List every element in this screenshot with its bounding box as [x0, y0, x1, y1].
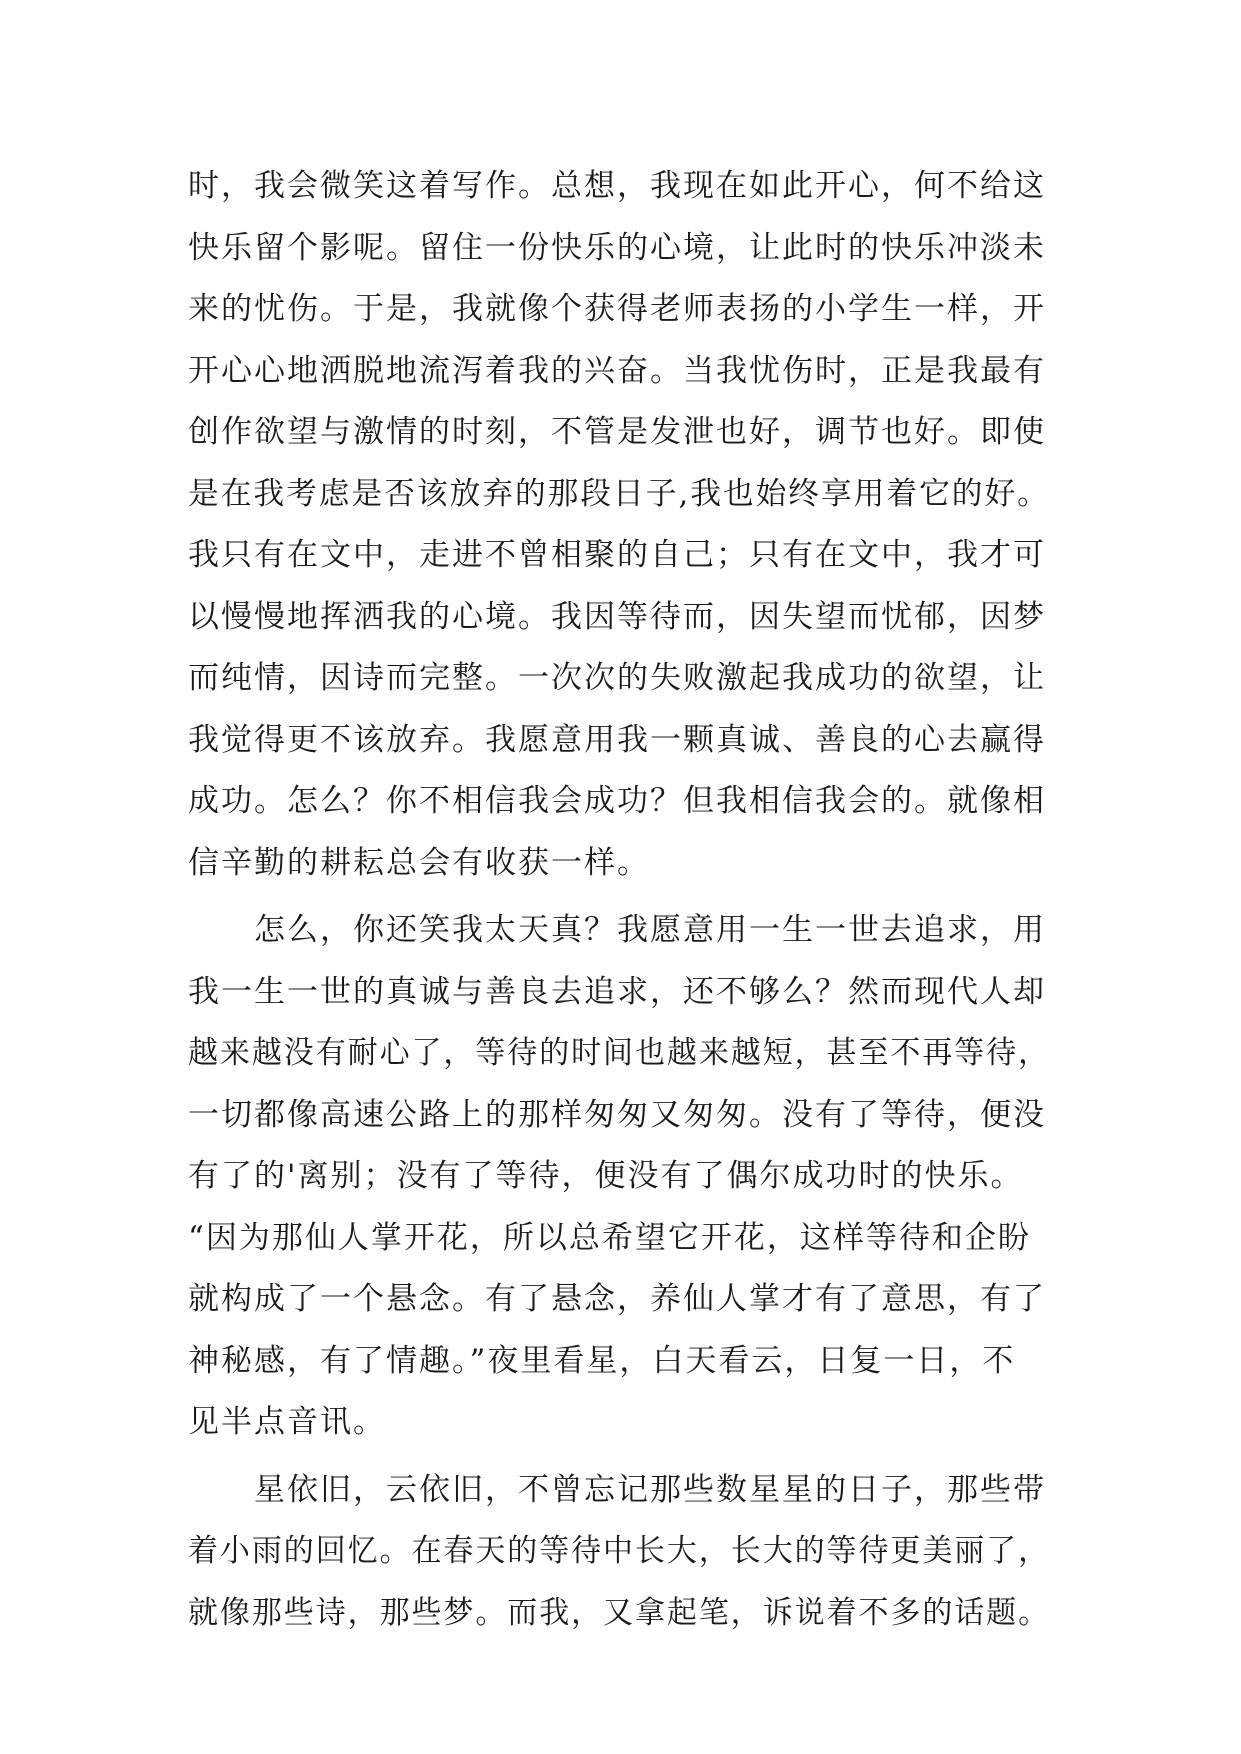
text-line: 时，我会微笑这着写作。总想，我现在如此开心，何不给这 [188, 168, 1046, 204]
text-line: 我一生一世的真诚与善良去追求，还不够么？然而现代人却 [188, 973, 1046, 1010]
text-line: 见半点音讯。 [188, 1404, 386, 1440]
text-line: 信辛勤的耕耘总会有收获一样。 [188, 844, 650, 881]
text-line: 来的忧伤。于是，我就像个获得老师表扬的小学生一样，开 [188, 291, 1046, 327]
text-line: 是在我考虑是否该放弃的那段日子,我也始终享用着它的好。 [188, 475, 1050, 512]
text-line: 有了的'离别；没有了等待，便没有了偶尔成功时的快乐。 [188, 1158, 1024, 1194]
text-line: 以慢慢地挥洒我的心境。我因等待而，因失望而忧郁，因梦 [188, 598, 1046, 635]
paragraph-3 [188, 1460, 1050, 1645]
text-line: 创作欲望与激情的时刻，不管是发泄也好，调节也好。即使 [188, 414, 1046, 450]
text-line: 怎么，你还笑我太天真？我愿意用一生一世去追求，用 [254, 912, 1046, 948]
document-body [188, 156, 1050, 1650]
text-line: “因为那仙人掌开花，所以总希望它开花，这样等待和企盼 [188, 1219, 1031, 1256]
text-line: 着小雨的回忆。在春天的等待中长大，长大的等待更美丽了， [188, 1533, 1051, 1569]
text-line: 快乐留个影呢。留住一份快乐的心境，让此时的快乐冲淡未 [188, 229, 1046, 266]
paragraph-2 [188, 900, 1050, 1454]
text-line: 开心心地洒脱地流泻着我的兴奋。当我忧伤时，正是我最有 [188, 352, 1046, 389]
text-line: 一切都像高速公路上的那样匆匆又匆匆。没有了等待，便没 [188, 1096, 1046, 1133]
text-line: 我觉得更不该放弃。我愿意用我一颗真诚、善良的心去赢得 [188, 721, 1046, 758]
text-line: 星依旧，云依旧，不曾忘记那些数星星的日子，那些带 [254, 1471, 1046, 1508]
text-line: 而纯情，因诗而完整。一次次的失败激起我成功的欲望，让 [188, 660, 1046, 696]
text-line: 越来越没有耐心了，等待的时间也越来越短，甚至不再等待， [188, 1035, 1051, 1071]
text-line: 就构成了一个悬念。有了悬念，养仙人掌才有了意思，有了 [188, 1281, 1046, 1317]
text-line: 我只有在文中，走进不曾相聚的自己；只有在文中，我才可 [188, 537, 1046, 573]
text-line: 神秘感，有了情趣。”夜里看星，白天看云，日复一日，不 [188, 1342, 1016, 1379]
paragraph-1 [188, 156, 1050, 894]
text-line: 就像那些诗，那些梦。而我，又拿起笔，诉说着不多的话题。 [188, 1594, 1051, 1631]
text-line: 成功。怎么？你不相信我会成功？但我相信我会的。就像相 [188, 783, 1046, 819]
